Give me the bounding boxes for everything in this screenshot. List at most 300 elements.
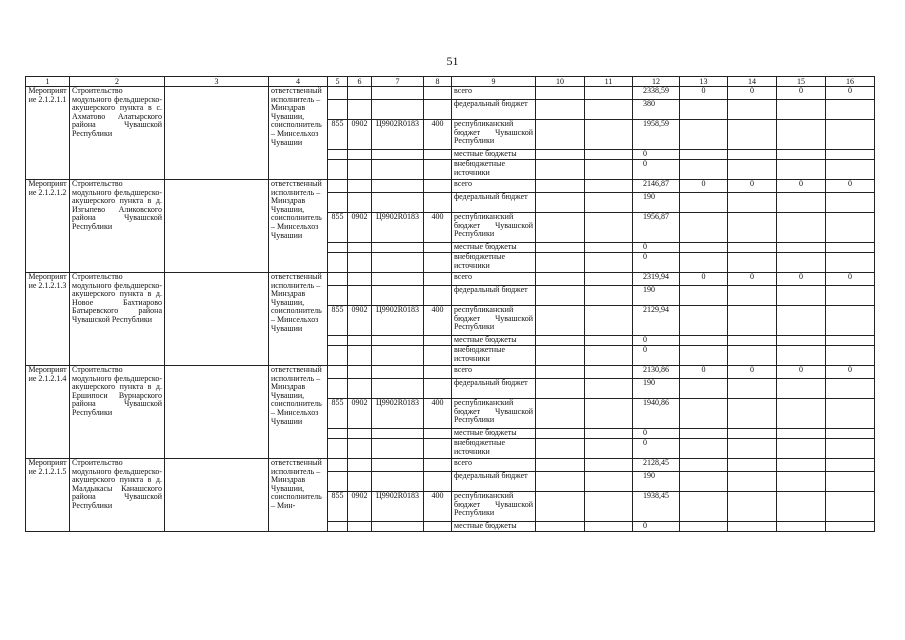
funding-source: внебюджетные источники xyxy=(452,346,536,366)
measure-id: Мероприятие 2.1.2.1.5 xyxy=(26,459,70,532)
value-col-14 xyxy=(728,346,777,366)
value-col-15 xyxy=(777,399,826,429)
value-col-15 xyxy=(777,429,826,439)
value-col-15 xyxy=(777,379,826,399)
funding-source: местные бюджеты xyxy=(452,150,536,160)
empty-cell xyxy=(328,286,348,306)
empty-cell xyxy=(424,150,452,160)
empty-cell xyxy=(424,346,452,366)
empty-cell xyxy=(424,472,452,492)
measure-name: Строительство модульного фельдшерско-акушерского пункта в д. Новое Бахтиарово Батыревского района Чувашской Республики xyxy=(70,273,165,366)
funding-source: всего xyxy=(452,87,536,100)
empty-cell xyxy=(165,180,269,273)
funding-source: внебюджетные источники xyxy=(452,160,536,180)
empty-cell xyxy=(328,429,348,439)
value-col-14: 0 xyxy=(728,180,777,193)
value-col-16: 0 xyxy=(826,273,875,286)
value-col-13 xyxy=(680,399,728,429)
value-col-14 xyxy=(728,379,777,399)
empty-cell xyxy=(372,346,424,366)
empty-cell xyxy=(424,429,452,439)
empty-cell xyxy=(348,336,372,346)
value-col-15 xyxy=(777,253,826,273)
value-col-16 xyxy=(826,160,875,180)
funding-source: всего xyxy=(452,273,536,286)
empty-cell xyxy=(348,243,372,253)
empty-cell xyxy=(536,346,585,366)
funding-source: внебюджетные источники xyxy=(452,439,536,459)
value-col-14 xyxy=(728,193,777,213)
empty-cell xyxy=(585,366,633,379)
value-col-16: 0 xyxy=(826,366,875,379)
empty-cell xyxy=(424,160,452,180)
empty-cell xyxy=(424,379,452,399)
empty-cell xyxy=(348,346,372,366)
empty-cell xyxy=(424,193,452,213)
value-col-15 xyxy=(777,150,826,160)
value-col-13 xyxy=(680,193,728,213)
value-col-16 xyxy=(826,429,875,439)
empty-cell xyxy=(372,439,424,459)
value-col-14 xyxy=(728,286,777,306)
measure-name: Строительство модульного фельдшерско-акушерского пункта в д. Ершипоси Вурнарского района Чувашской Республики xyxy=(70,366,165,459)
column-header: 15 xyxy=(777,77,826,87)
empty-cell xyxy=(424,522,452,532)
value-col-13 xyxy=(680,429,728,439)
column-header: 1 xyxy=(26,77,70,87)
empty-cell xyxy=(328,366,348,379)
value-col-13 xyxy=(680,160,728,180)
value-col-14 xyxy=(728,429,777,439)
measure-executor: ответственный исполнитель – Минздрав Чувашии, соисполнитель – Минсельхоз Чувашии xyxy=(269,273,328,366)
empty-cell xyxy=(536,120,585,150)
value-col-15 xyxy=(777,120,826,150)
value-col-13 xyxy=(680,459,728,472)
empty-cell xyxy=(424,100,452,120)
empty-cell xyxy=(536,243,585,253)
measure-id: Мероприятие 2.1.2.1.2 xyxy=(26,180,70,273)
value-col-12: 0 xyxy=(633,429,680,439)
value-col-15 xyxy=(777,243,826,253)
funding-source: местные бюджеты xyxy=(452,243,536,253)
value-col-16 xyxy=(826,379,875,399)
value-col-13 xyxy=(680,243,728,253)
column-header: 2 xyxy=(70,77,165,87)
empty-cell xyxy=(585,459,633,472)
budget-table xyxy=(25,76,875,532)
empty-cell xyxy=(585,429,633,439)
value-col-13 xyxy=(680,286,728,306)
value-col-12: 2146,87 xyxy=(633,180,680,193)
empty-cell xyxy=(328,100,348,120)
value-col-13 xyxy=(680,306,728,336)
column-header: 6 xyxy=(348,77,372,87)
measure-executor: ответственный исполнитель – Минздрав Чувашии, соисполнитель – Минсельхоз Чувашии xyxy=(269,180,328,273)
value-col-14 xyxy=(728,213,777,243)
value-col-13 xyxy=(680,346,728,366)
empty-cell xyxy=(585,160,633,180)
value-col-15: 0 xyxy=(777,273,826,286)
empty-cell xyxy=(348,160,372,180)
empty-cell xyxy=(424,366,452,379)
csr-code: Ц9902R0183 xyxy=(372,120,424,150)
value-col-14 xyxy=(728,253,777,273)
funding-source: республиканский бюджет Чувашской Республики xyxy=(452,306,536,336)
value-col-13 xyxy=(680,379,728,399)
value-col-12: 2319,94 xyxy=(633,273,680,286)
empty-cell xyxy=(348,379,372,399)
value-col-13: 0 xyxy=(680,87,728,100)
empty-cell xyxy=(536,150,585,160)
empty-cell xyxy=(348,472,372,492)
column-header: 3 xyxy=(165,77,269,87)
value-col-12: 1940,86 xyxy=(633,399,680,429)
value-col-16: 0 xyxy=(826,87,875,100)
value-col-13 xyxy=(680,492,728,522)
value-col-14: 0 xyxy=(728,273,777,286)
empty-cell xyxy=(424,273,452,286)
empty-cell xyxy=(536,379,585,399)
empty-cell xyxy=(348,100,372,120)
column-header: 9 xyxy=(452,77,536,87)
value-col-16 xyxy=(826,243,875,253)
empty-cell xyxy=(372,87,424,100)
value-col-12: 0 xyxy=(633,522,680,532)
column-number-row xyxy=(26,77,875,87)
empty-cell xyxy=(165,366,269,459)
measure-id: Мероприятие 2.1.2.1.4 xyxy=(26,366,70,459)
value-col-12: 0 xyxy=(633,336,680,346)
value-col-14: 0 xyxy=(728,87,777,100)
column-header: 7 xyxy=(372,77,424,87)
value-col-13 xyxy=(680,439,728,459)
value-col-14 xyxy=(728,472,777,492)
empty-cell xyxy=(348,439,372,459)
empty-cell xyxy=(585,492,633,522)
empty-cell xyxy=(372,193,424,213)
empty-cell xyxy=(585,472,633,492)
csr-code: Ц9902R0183 xyxy=(372,492,424,522)
empty-cell xyxy=(536,286,585,306)
value-col-16 xyxy=(826,472,875,492)
value-col-16 xyxy=(826,120,875,150)
value-col-15 xyxy=(777,336,826,346)
value-col-16 xyxy=(826,522,875,532)
column-header: 8 xyxy=(424,77,452,87)
empty-cell xyxy=(372,180,424,193)
value-col-14: 0 xyxy=(728,366,777,379)
grbs-code: 855 xyxy=(328,399,348,429)
value-col-14 xyxy=(728,243,777,253)
empty-cell xyxy=(536,336,585,346)
grbs-code: 855 xyxy=(328,492,348,522)
value-col-15 xyxy=(777,472,826,492)
empty-cell xyxy=(585,399,633,429)
empty-cell xyxy=(348,150,372,160)
value-col-15 xyxy=(777,492,826,522)
vr-code: 400 xyxy=(424,399,452,429)
empty-cell xyxy=(372,379,424,399)
empty-cell xyxy=(424,336,452,346)
empty-cell xyxy=(165,87,269,180)
empty-cell xyxy=(585,213,633,243)
column-header: 5 xyxy=(328,77,348,87)
value-col-13 xyxy=(680,100,728,120)
empty-cell xyxy=(536,273,585,286)
empty-cell xyxy=(328,160,348,180)
empty-cell xyxy=(536,180,585,193)
empty-cell xyxy=(536,439,585,459)
empty-cell xyxy=(536,472,585,492)
value-col-16 xyxy=(826,100,875,120)
column-header: 13 xyxy=(680,77,728,87)
empty-cell xyxy=(585,336,633,346)
grbs-code: 855 xyxy=(328,213,348,243)
empty-cell xyxy=(328,193,348,213)
empty-cell xyxy=(585,193,633,213)
empty-cell xyxy=(328,87,348,100)
value-col-14 xyxy=(728,459,777,472)
empty-cell xyxy=(424,180,452,193)
empty-cell xyxy=(372,286,424,306)
value-col-15 xyxy=(777,459,826,472)
value-col-13 xyxy=(680,336,728,346)
empty-cell xyxy=(372,243,424,253)
empty-cell xyxy=(372,429,424,439)
value-col-15: 0 xyxy=(777,366,826,379)
value-col-16: 0 xyxy=(826,180,875,193)
empty-cell xyxy=(585,243,633,253)
empty-cell xyxy=(536,87,585,100)
empty-cell xyxy=(348,273,372,286)
funding-source: федеральный бюджет xyxy=(452,472,536,492)
value-col-12: 1938,45 xyxy=(633,492,680,522)
funding-source: всего xyxy=(452,366,536,379)
value-col-12: 1956,87 xyxy=(633,213,680,243)
rzpr-code: 0902 xyxy=(348,213,372,243)
funding-source: федеральный бюджет xyxy=(452,286,536,306)
grbs-code: 855 xyxy=(328,120,348,150)
value-col-12: 0 xyxy=(633,160,680,180)
empty-cell xyxy=(348,366,372,379)
grbs-code: 855 xyxy=(328,306,348,336)
rzpr-code: 0902 xyxy=(348,399,372,429)
vr-code: 400 xyxy=(424,120,452,150)
vr-code: 400 xyxy=(424,213,452,243)
value-col-13: 0 xyxy=(680,180,728,193)
column-header: 16 xyxy=(826,77,875,87)
csr-code: Ц9902R0183 xyxy=(372,306,424,336)
value-col-12: 0 xyxy=(633,150,680,160)
value-col-12: 0 xyxy=(633,253,680,273)
empty-cell xyxy=(585,253,633,273)
empty-cell xyxy=(328,336,348,346)
value-col-14 xyxy=(728,492,777,522)
value-col-15 xyxy=(777,306,826,336)
value-col-13 xyxy=(680,253,728,273)
empty-cell xyxy=(536,429,585,439)
value-col-12: 190 xyxy=(633,193,680,213)
rzpr-code: 0902 xyxy=(348,120,372,150)
value-col-12: 2338,59 xyxy=(633,87,680,100)
empty-cell xyxy=(585,522,633,532)
value-col-13 xyxy=(680,472,728,492)
empty-cell xyxy=(348,522,372,532)
empty-cell xyxy=(372,273,424,286)
measure-name: Строительство модульного фельдшерско-акушерского пункта в с. Ахматово Алатырского района Чувашской Республики xyxy=(70,87,165,180)
funding-source: внебюджетные источники xyxy=(452,253,536,273)
empty-cell xyxy=(328,150,348,160)
funding-source: всего xyxy=(452,180,536,193)
value-col-14 xyxy=(728,160,777,180)
empty-cell xyxy=(585,273,633,286)
empty-cell xyxy=(585,379,633,399)
empty-cell xyxy=(372,459,424,472)
value-col-13: 0 xyxy=(680,366,728,379)
empty-cell xyxy=(348,180,372,193)
empty-cell xyxy=(424,87,452,100)
funding-source: федеральный бюджет xyxy=(452,100,536,120)
empty-cell xyxy=(328,346,348,366)
value-col-16 xyxy=(826,213,875,243)
value-col-15 xyxy=(777,439,826,459)
empty-cell xyxy=(585,87,633,100)
measure-executor: ответственный исполнитель – Минздрав Чувашии, соисполнитель – Минсельхоз Чувашии xyxy=(269,87,328,180)
empty-cell xyxy=(424,286,452,306)
value-col-13 xyxy=(680,213,728,243)
table-row xyxy=(26,87,875,100)
funding-source: местные бюджеты xyxy=(452,522,536,532)
csr-code: Ц9902R0183 xyxy=(372,213,424,243)
value-col-16 xyxy=(826,399,875,429)
empty-cell xyxy=(328,243,348,253)
empty-cell xyxy=(328,459,348,472)
funding-source: всего xyxy=(452,459,536,472)
empty-cell xyxy=(348,253,372,273)
empty-cell xyxy=(424,253,452,273)
value-col-16 xyxy=(826,439,875,459)
empty-cell xyxy=(536,522,585,532)
value-col-14 xyxy=(728,522,777,532)
value-col-15: 0 xyxy=(777,87,826,100)
empty-cell xyxy=(328,472,348,492)
column-header: 11 xyxy=(585,77,633,87)
empty-cell xyxy=(348,459,372,472)
value-col-15: 0 xyxy=(777,180,826,193)
value-col-14 xyxy=(728,100,777,120)
value-col-13 xyxy=(680,120,728,150)
empty-cell xyxy=(536,366,585,379)
value-col-12: 190 xyxy=(633,472,680,492)
value-col-14 xyxy=(728,336,777,346)
rzpr-code: 0902 xyxy=(348,306,372,336)
empty-cell xyxy=(372,336,424,346)
empty-cell xyxy=(585,306,633,336)
empty-cell xyxy=(585,286,633,306)
value-col-16 xyxy=(826,253,875,273)
empty-cell xyxy=(372,366,424,379)
column-header: 10 xyxy=(536,77,585,87)
rzpr-code: 0902 xyxy=(348,492,372,522)
value-col-16 xyxy=(826,346,875,366)
empty-cell xyxy=(536,399,585,429)
funding-source: республиканский бюджет Чувашской Республики xyxy=(452,399,536,429)
empty-cell xyxy=(165,273,269,366)
measure-id: Мероприятие 2.1.2.1.1 xyxy=(26,87,70,180)
funding-source: республиканский бюджет Чувашской Республики xyxy=(452,120,536,150)
value-col-16 xyxy=(826,336,875,346)
value-col-14 xyxy=(728,150,777,160)
table-row xyxy=(26,180,875,193)
empty-cell xyxy=(328,439,348,459)
empty-cell xyxy=(585,120,633,150)
table-body xyxy=(26,77,875,532)
empty-cell xyxy=(585,100,633,120)
measure-name: Строительство модульного фельдшерско-акушерского пункта в д. Малдыкасы Канашского района Чувашской Республики xyxy=(70,459,165,532)
empty-cell xyxy=(585,180,633,193)
empty-cell xyxy=(328,253,348,273)
empty-cell xyxy=(585,150,633,160)
empty-cell xyxy=(372,100,424,120)
value-col-12: 0 xyxy=(633,439,680,459)
value-col-12: 0 xyxy=(633,243,680,253)
empty-cell xyxy=(585,346,633,366)
value-col-12: 2128,45 xyxy=(633,459,680,472)
value-col-15 xyxy=(777,522,826,532)
funding-source: местные бюджеты xyxy=(452,429,536,439)
empty-cell xyxy=(348,429,372,439)
value-col-16 xyxy=(826,286,875,306)
value-col-15 xyxy=(777,286,826,306)
table-row xyxy=(26,459,875,472)
column-header: 12 xyxy=(633,77,680,87)
value-col-12: 380 xyxy=(633,100,680,120)
value-col-15 xyxy=(777,346,826,366)
csr-code: Ц9902R0183 xyxy=(372,399,424,429)
empty-cell xyxy=(536,253,585,273)
empty-cell xyxy=(372,522,424,532)
value-col-12: 2130,86 xyxy=(633,366,680,379)
value-col-14 xyxy=(728,306,777,336)
funding-source: федеральный бюджет xyxy=(452,193,536,213)
empty-cell xyxy=(165,459,269,532)
empty-cell xyxy=(424,243,452,253)
empty-cell xyxy=(348,87,372,100)
measure-executor: ответственный исполнитель – Минздрав Чувашии, соисполнитель – Мин- xyxy=(269,459,328,532)
empty-cell xyxy=(424,459,452,472)
table-row xyxy=(26,366,875,379)
value-col-12: 1958,59 xyxy=(633,120,680,150)
value-col-14 xyxy=(728,120,777,150)
empty-cell xyxy=(328,180,348,193)
value-col-15 xyxy=(777,160,826,180)
empty-cell xyxy=(536,160,585,180)
empty-cell xyxy=(328,273,348,286)
column-header: 14 xyxy=(728,77,777,87)
empty-cell xyxy=(536,213,585,243)
empty-cell xyxy=(536,100,585,120)
value-col-15 xyxy=(777,100,826,120)
column-header: 4 xyxy=(269,77,328,87)
funding-source: федеральный бюджет xyxy=(452,379,536,399)
empty-cell xyxy=(348,286,372,306)
empty-cell xyxy=(372,472,424,492)
value-col-13: 0 xyxy=(680,273,728,286)
value-col-16 xyxy=(826,492,875,522)
value-col-16 xyxy=(826,150,875,160)
funding-source: республиканский бюджет Чувашской Республики xyxy=(452,213,536,243)
measure-name: Строительство модульного фельдшерско-акушерского пункта в д. Изгыпево Аликовского района Чувашской Республики xyxy=(70,180,165,273)
